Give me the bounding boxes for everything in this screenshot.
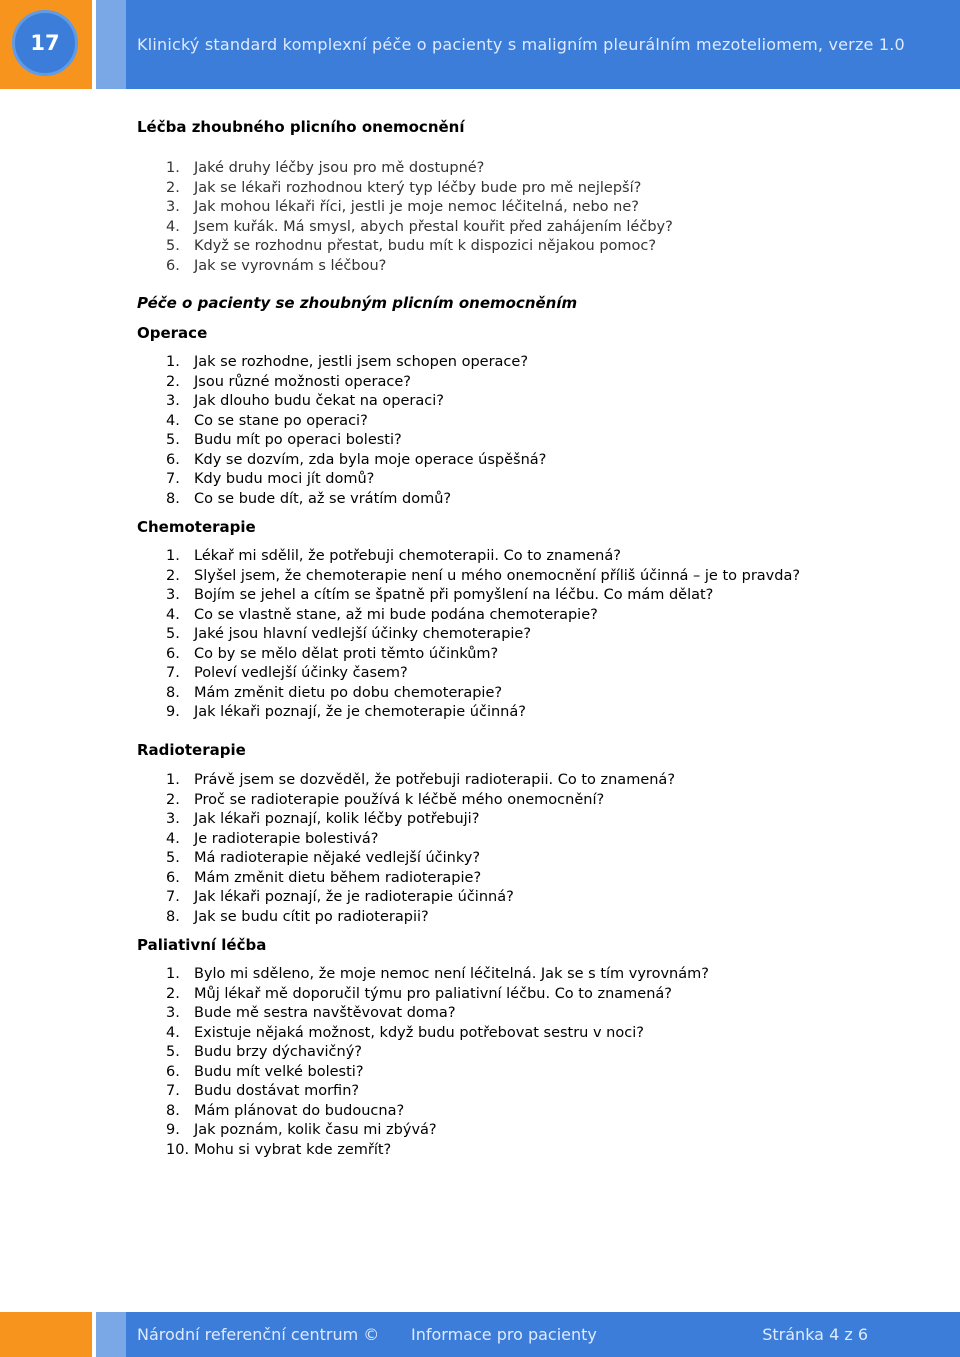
list-item-text: Jak lékaři poznají, kolik léčby potřebuji? bbox=[194, 811, 480, 827]
list-item-number: 7. bbox=[166, 1083, 180, 1099]
list-item-text: Mám plánovat do budoucna? bbox=[194, 1102, 405, 1119]
list-item-number: 7. bbox=[166, 471, 180, 487]
header-orange-block bbox=[0, 0, 92, 89]
list-item-number: 6. bbox=[166, 451, 180, 468]
list-item-number: 5. bbox=[166, 238, 180, 254]
list-item bbox=[137, 567, 917, 587]
list-item-text: Co se bude dít, až se vrátím domů? bbox=[194, 490, 452, 507]
list-item-text: Existuje nějaká možnost, když budu potřebovat sestru v noci? bbox=[194, 1024, 644, 1041]
section-heading-paliativni: Paliativní léčba bbox=[137, 936, 267, 954]
list-item-number: 8. bbox=[166, 908, 180, 925]
list-item bbox=[137, 645, 917, 665]
list-item-number: 1. bbox=[166, 772, 180, 788]
list-item-text: Jsou různé možnosti operace? bbox=[194, 373, 411, 390]
list-item-number: 9. bbox=[166, 1122, 180, 1138]
list-item-text: Co se vlastně stane, až mi bude podána chemoterapie? bbox=[194, 606, 598, 623]
list-item-number: 4. bbox=[166, 830, 180, 847]
list-item-number: 3. bbox=[166, 587, 180, 603]
list-item bbox=[137, 888, 917, 908]
list-item bbox=[137, 198, 917, 218]
list-item-number: 2. bbox=[166, 985, 180, 1002]
footer-subtitle: Informace pro pacienty bbox=[411, 1325, 597, 1344]
list-operace bbox=[137, 353, 917, 509]
list-item-text: Slyšel jsem, že chemoterapie není u mého onemocnění příliš účinná – je to pravda? bbox=[194, 567, 801, 584]
list-item-number: 2. bbox=[166, 179, 180, 196]
list-item bbox=[137, 373, 917, 393]
list-item bbox=[137, 1024, 917, 1044]
list-item bbox=[137, 1063, 917, 1083]
list-item-text: Jak poznám, kolik času mi zbývá? bbox=[194, 1122, 437, 1138]
list-item bbox=[137, 684, 917, 704]
list-item-number: 5. bbox=[166, 626, 180, 642]
list-item-number: 6. bbox=[166, 257, 180, 274]
list-item-number: 5. bbox=[166, 850, 180, 866]
list-item bbox=[137, 965, 917, 985]
list-item-text: Jaké jsou hlavní vedlejší účinky chemoterapie? bbox=[194, 626, 532, 642]
list-item-text: Jaké druhy léčby jsou pro mě dostupné? bbox=[194, 160, 485, 176]
list-item bbox=[137, 830, 917, 850]
list-item-text: Mohu si vybrat kde zemřít? bbox=[194, 1141, 392, 1158]
list-item-text: Kdy se dozvím, zda byla moje operace úspěšná? bbox=[194, 451, 547, 468]
section-heading-radioterapie: Radioterapie bbox=[137, 741, 246, 759]
chapter-number-badge: 17 bbox=[12, 10, 78, 76]
list-item bbox=[137, 470, 917, 490]
list-item bbox=[137, 703, 917, 723]
list-item-text: Mám změnit dietu během radioterapie? bbox=[194, 869, 482, 886]
page-footer bbox=[0, 1312, 960, 1357]
list-item-text: Budu brzy dýchavičný? bbox=[194, 1044, 362, 1060]
list-item-text: Jak lékaři poznají, že je chemoterapie účinná? bbox=[194, 704, 526, 720]
list-item bbox=[137, 586, 917, 606]
list-item-text: Jak se rozhodne, jestli jsem schopen operace? bbox=[194, 354, 529, 370]
list-item-number: 4. bbox=[166, 606, 180, 623]
list-item-text: Co se stane po operaci? bbox=[194, 412, 368, 429]
list-item bbox=[137, 257, 917, 277]
list-item bbox=[137, 1004, 917, 1024]
list-item-text: Proč se radioterapie používá k léčbě mého onemocnění? bbox=[194, 791, 605, 808]
list-item bbox=[137, 353, 917, 373]
list-item bbox=[137, 218, 917, 238]
list-item-text: Právě jsem se dozvěděl, že potřebuji radioterapii. Co to znamená? bbox=[194, 772, 676, 788]
list-item bbox=[137, 392, 917, 412]
list-item bbox=[137, 625, 917, 645]
list-item-text: Jsem kuřák. Má smysl, abych přestal kouřit před zahájením léčby? bbox=[194, 218, 673, 235]
list-item bbox=[137, 849, 917, 869]
list-item-text: Poleví vedlejší účinky časem? bbox=[194, 665, 408, 681]
list-item bbox=[137, 490, 917, 510]
list-item-text: Jak dlouho budu čekat na operaci? bbox=[194, 393, 444, 409]
list-item-number: 2. bbox=[166, 567, 180, 584]
list-item-text: Mám změnit dietu po dobu chemoterapie? bbox=[194, 684, 503, 701]
list-item-number: 7. bbox=[166, 889, 180, 905]
list-item-text: Je radioterapie bolestivá? bbox=[194, 830, 379, 847]
list-item bbox=[137, 985, 917, 1005]
list-item-number: 5. bbox=[166, 432, 180, 448]
list-item-text: Jak se vyrovnám s léčbou? bbox=[194, 257, 387, 274]
list-item-number: 2. bbox=[166, 373, 180, 390]
list-item-text: Kdy budu moci jít domů? bbox=[194, 471, 375, 487]
list-item-text: Bylo mi sděleno, že moje nemoc není léčitelná. Jak se s tím vyrovnám? bbox=[194, 966, 709, 982]
list-item-text: Lékař mi sdělil, že potřebuji chemoterapii. Co to znamená? bbox=[194, 548, 621, 564]
list-item bbox=[137, 1141, 917, 1161]
list-item bbox=[137, 412, 917, 432]
section-heading-chemoterapie: Chemoterapie bbox=[137, 518, 256, 536]
list-item-number: 3. bbox=[166, 199, 180, 215]
list-item-number: 8. bbox=[166, 490, 180, 507]
list-item-text: Můj lékař mě doporučil týmu pro paliativní léčbu. Co to znamená? bbox=[194, 985, 672, 1002]
list-item-text: Bojím se jehel a cítím se špatně při pomyšlení na léčbu. Co mám dělat? bbox=[194, 587, 714, 603]
footer-organization: Národní referenční centrum © bbox=[137, 1325, 380, 1344]
list-item-number: 10. bbox=[166, 1141, 190, 1158]
list-item bbox=[137, 771, 917, 791]
list-item bbox=[137, 810, 917, 830]
list-item-number: 2. bbox=[166, 791, 180, 808]
list-item-number: 8. bbox=[166, 1102, 180, 1119]
footer-accent-strip bbox=[96, 1312, 126, 1357]
list-item-number: 4. bbox=[166, 1024, 180, 1041]
footer-page-number: Stránka 4 z 6 bbox=[762, 1325, 868, 1344]
list-item-text: Když se rozhodnu přestat, budu mít k dispozici nějakou pomoc? bbox=[194, 238, 657, 254]
list-item-number: 6. bbox=[166, 645, 180, 662]
list-item bbox=[137, 791, 917, 811]
list-item bbox=[137, 908, 917, 928]
list-item bbox=[137, 451, 917, 471]
list-item-text: Jak mohou lékaři říci, jestli je moje nemoc léčitelná, nebo ne? bbox=[194, 199, 639, 215]
header-accent-strip bbox=[96, 0, 126, 89]
list-item-number: 6. bbox=[166, 869, 180, 886]
list-chemoterapie bbox=[137, 547, 917, 723]
page-header bbox=[0, 0, 960, 89]
section-heading-lecba: Léčba zhoubného plicního onemocnění bbox=[137, 118, 465, 136]
list-item bbox=[137, 159, 917, 179]
list-paliativni bbox=[137, 965, 917, 1160]
list-item-number: 3. bbox=[166, 811, 180, 827]
list-item-text: Budu mít po operaci bolesti? bbox=[194, 432, 402, 448]
list-item-number: 9. bbox=[166, 704, 180, 720]
list-item bbox=[137, 179, 917, 199]
list-item-number: 5. bbox=[166, 1044, 180, 1060]
list-item-text: Jak se budu cítit po radioterapii? bbox=[194, 908, 429, 925]
list-item-number: 7. bbox=[166, 665, 180, 681]
list-item-number: 8. bbox=[166, 684, 180, 701]
list-item-number: 4. bbox=[166, 218, 180, 235]
list-item-number: 3. bbox=[166, 1005, 180, 1021]
list-item-number: 1. bbox=[166, 354, 180, 370]
list-item bbox=[137, 431, 917, 451]
section-heading-pece: Péče o pacienty se zhoubným plicním onemocněním bbox=[137, 294, 578, 312]
list-item-text: Budu dostávat morfin? bbox=[194, 1083, 360, 1099]
footer-orange-block bbox=[0, 1312, 92, 1357]
list-item bbox=[137, 237, 917, 257]
section-heading-operace: Operace bbox=[137, 324, 208, 342]
list-item-text: Má radioterapie nějaké vedlejší účinky? bbox=[194, 850, 481, 866]
footer-bar bbox=[126, 1312, 960, 1357]
list-item bbox=[137, 1121, 917, 1141]
list-item bbox=[137, 547, 917, 567]
list-item-number: 4. bbox=[166, 412, 180, 429]
list-item-number: 1. bbox=[166, 548, 180, 564]
list-item bbox=[137, 869, 917, 889]
header-title: Klinický standard komplexní péče o pacienty s maligním pleurálním mezoteliomem, verze 1.0 bbox=[126, 0, 960, 89]
list-lecba bbox=[137, 159, 917, 276]
list-radioterapie bbox=[137, 771, 917, 927]
list-item-text: Co by se mělo dělat proti těmto účinkům? bbox=[194, 645, 499, 662]
list-item bbox=[137, 1102, 917, 1122]
list-item bbox=[137, 606, 917, 626]
list-item-text: Budu mít velké bolesti? bbox=[194, 1063, 364, 1080]
list-item bbox=[137, 1043, 917, 1063]
list-item-text: Jak lékaři poznají, že je radioterapie účinná? bbox=[194, 889, 514, 905]
list-item-number: 1. bbox=[166, 160, 180, 176]
list-item-number: 3. bbox=[166, 393, 180, 409]
list-item-text: Bude mě sestra navštěvovat doma? bbox=[194, 1005, 456, 1021]
list-item-number: 6. bbox=[166, 1063, 180, 1080]
list-item-text: Jak se lékaři rozhodnou který typ léčby bude pro mě nejlepší? bbox=[194, 179, 642, 196]
list-item bbox=[137, 664, 917, 684]
list-item bbox=[137, 1082, 917, 1102]
list-item-number: 1. bbox=[166, 966, 180, 982]
